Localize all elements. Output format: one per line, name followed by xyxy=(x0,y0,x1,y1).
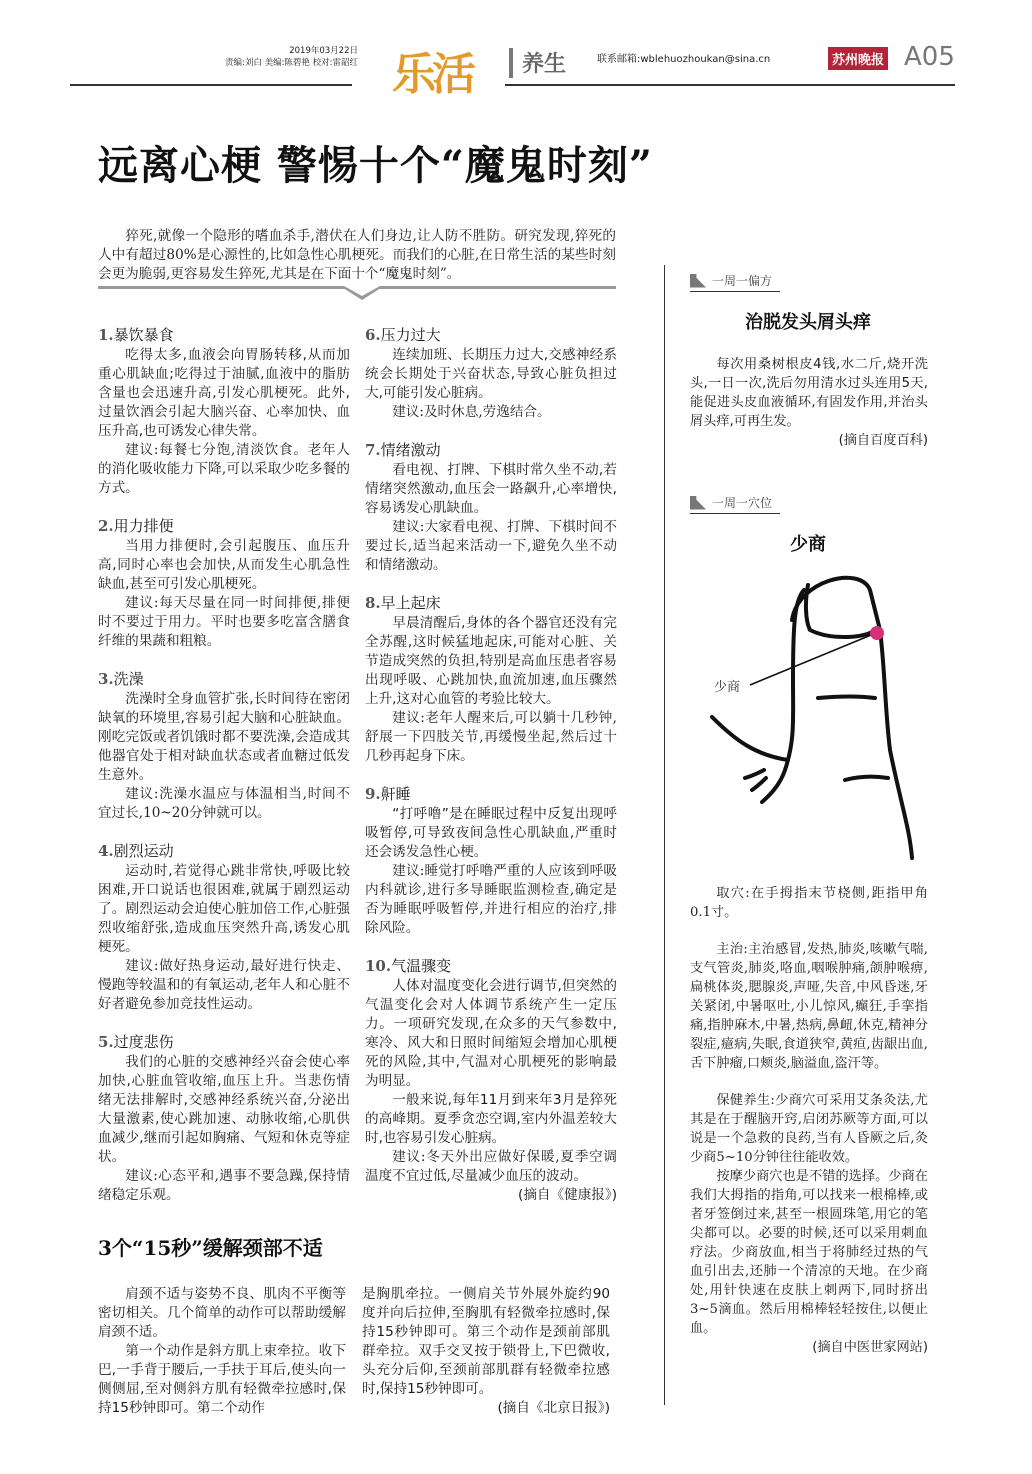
tip-number: 2. xyxy=(98,517,114,535)
paragraph: “打呼噜”是在睡眠过程中反复出现呼吸暂停,可导致夜间急性心肌缺血,严重时还会诱发急性心梗。 xyxy=(365,806,617,860)
tip-section xyxy=(98,840,350,1014)
tip-title: 剧烈运动 xyxy=(113,842,174,860)
divider xyxy=(509,48,513,78)
advice: 建议:每餐七分饱,清淡饮食。老年人的消化吸收能力下降,可以采取少吃多餐的方式。 xyxy=(98,442,350,496)
advice: 建议:每天尽量在同一时间排便,排便时不要过于用力。平时也要多吃富含膳食纤维的果蔬和粗粮。 xyxy=(98,595,350,649)
paragraph: 保健养生:少商穴可采用艾条灸法,尤其是在于醒脑开窍,启闭苏厥等方面,可以说是一个急救的良药,当有人昏厥之后,灸少商5~10分钟往往能收效。 xyxy=(690,1093,928,1165)
credits: 责编:刘白 美编:陈碧艳 校对:雷韶红 xyxy=(225,58,358,68)
paragraph: 第一个动作是斜方肌上束牵拉。收下巴,一手背于腰后,一手扶于耳后,使头向一侧侧屈,至对侧斜方肌有轻微牵拉感时,保持15秒钟即可。第二个动作 xyxy=(98,1343,346,1416)
tip-number: 8. xyxy=(365,594,381,612)
paragraph: 当用力排便时,会引起腹压、血压升高,同时心率也会加快,从而发生心肌急性缺血,甚至可引发心肌梗死。 xyxy=(98,538,350,592)
source: (摘自百度百科) xyxy=(838,433,928,448)
tip-number: 10. xyxy=(365,957,392,975)
paragraph: 洗澡时全身血管扩张,长时间待在密闭缺氧的环境里,容易引起大脑和心脏缺血。刚吃完饭或者饥饿时都不要洗澡,会造成其他器官处于相对缺血状态或者血糖过低发生意外。 xyxy=(98,691,350,783)
source: (摘自《健康报》) xyxy=(518,1187,617,1203)
paragraph: 人体对温度变化会进行调节,但突然的气温变化会对人体调节系统产生一定压力。一项研究发现,在众多的天气参数中,寒冷、风大和日照时间缩短会增加心肌梗死的风险,其中,气温对心肌梗死的影响最为明显。 xyxy=(365,978,617,1089)
acupoint-text xyxy=(690,884,928,1357)
advice: 建议:洗澡水温应与体温相当,时间不宜过长,10~20分钟就可以。 xyxy=(98,786,350,821)
tip-heading xyxy=(98,324,350,346)
tip-number: 6. xyxy=(365,326,381,344)
tip-section xyxy=(365,783,617,938)
arrow-icon xyxy=(690,274,706,288)
column-logo: 乐活 xyxy=(392,49,472,100)
tip-heading xyxy=(98,515,350,537)
tip-number: 4. xyxy=(98,842,114,860)
paragraph: 看电视、打牌、下棋时常久坐不动,若情绪突然激动,血压会一路飙升,心率增快,容易诱发心肌缺血。 xyxy=(365,462,617,516)
neck-col-2 xyxy=(362,1285,610,1418)
left-column xyxy=(98,324,350,1205)
tip-title: 情绪激动 xyxy=(380,441,441,459)
tip-number: 7. xyxy=(365,441,381,459)
tip-heading xyxy=(365,324,617,346)
tip-title: 压力过大 xyxy=(380,326,441,344)
remedy-text xyxy=(690,355,928,450)
acupoint-title: 少商 xyxy=(790,534,826,555)
article-title: 远离心梗 警惕十个“魔鬼时刻” xyxy=(98,142,653,189)
header-rule xyxy=(505,84,955,86)
tip-section xyxy=(98,324,350,498)
tip-section xyxy=(98,668,350,823)
paragraph: 我们的心脏的交感神经兴奋会使心率加快,心脏血管收缩,血压上升。当悲伤情绪无法排解时,交感神经系统兴奋,分泌出大量激素,使心跳加速、动脉收缩,心肌供血减少,继而引起如胸痛、气短和休克等症状。 xyxy=(98,1054,350,1165)
tip-section xyxy=(98,515,350,651)
intro-notch-inner xyxy=(344,286,380,296)
paragraph: 早晨清醒后,身体的各个器官还没有完全苏醒,这时候猛地起床,可能对心脏、关节造成突然的负担,特别是高血压患者容易出现呼吸、心跳加快,血流加速,血压骤然上升,这对心血管的考验比较大。 xyxy=(365,615,617,707)
paragraph: 主治:主治感冒,发热,肺炎,咳嗽气喘,支气管炎,肺炎,咯血,咽喉肿痛,颌肿喉痹,扁桃体炎,腮腺炎,声哑,失音,中风昏迷,牙关紧闭,中暑呕吐,小儿惊风,癫狂,手挛指痛,指肿麻木,中暑,热病,鼻衄,休克,精神分裂症,癔病,失眠,食道狭窄,黄疸,齿龈出血,舌下肿瘤,口颊炎,脑溢血,盗汗等。 xyxy=(690,942,928,1071)
sidebar-divider xyxy=(664,265,665,1405)
tip-title: 鼾睡 xyxy=(380,785,411,803)
advice: 建议:心态平和,遇事不要急躁,保持情绪稳定乐观。 xyxy=(98,1168,350,1203)
tag-label: 一周一偏方 xyxy=(712,274,773,288)
neck-col-1 xyxy=(98,1285,346,1418)
advice: 建议:做好热身运动,最好进行快走、慢跑等较温和的有氧运动,老年人和心脏不好者避免参加竞技性运动。 xyxy=(98,958,350,1012)
source: (摘自中医世家网站) xyxy=(812,1340,928,1355)
tip-heading xyxy=(98,668,350,690)
header-rule xyxy=(70,84,352,86)
advice: 建议:及时休息,劳逸结合。 xyxy=(392,404,551,420)
figure-label: 少商 xyxy=(714,680,741,695)
right-column xyxy=(365,324,617,1205)
tag-label: 一周一穴位 xyxy=(712,496,773,510)
paragraph: 肩颈不适与姿势不良、肌肉不平衡等密切相关。几个简单的动作可以帮助缓解肩颈不适。 xyxy=(98,1286,346,1340)
issue-date: 2019年03月22日 xyxy=(289,46,358,56)
thumb-illustration xyxy=(700,560,920,860)
advice: 建议:睡觉打呼噜严重的人应该到呼吸内科就诊,进行多导睡眠监测检查,确定是否为睡眠呼吸暂停,并进行相应的治疗,排除风险。 xyxy=(365,863,617,936)
remedy-title: 治脱发头屑头痒 xyxy=(745,312,871,333)
tip-title: 过度悲伤 xyxy=(113,1033,174,1051)
tip-section xyxy=(365,439,617,575)
advice: 建议:冬天外出应做好保暖,夏季空调温度不宜过低,尽量减少血压的波动。 xyxy=(365,1149,617,1184)
paragraph: 吃得太多,血液会向胃肠转移,从而加重心肌缺血;吃得过于油腻,血液中的脂肪含量也会迅速升高,引发心肌梗死。此外,过量饮酒会引起大脑兴奋、心率加快、血压升高,也可诱发心律失常。 xyxy=(98,347,350,439)
section-name: 养生 xyxy=(522,52,567,77)
tip-title: 气温骤变 xyxy=(391,957,452,975)
tip-number: 5. xyxy=(98,1033,114,1051)
tip-section xyxy=(365,592,617,766)
arrow-icon xyxy=(690,496,706,510)
tip-section xyxy=(365,955,617,1205)
tip-section xyxy=(98,1031,350,1205)
tip-number: 3. xyxy=(98,670,114,688)
advice: 建议:老年人醒来后,可以躺十几秒钟,舒展一下四肢关节,再缓慢坐起,然后过十几秒再起身下床。 xyxy=(365,710,617,764)
acupoint-tag xyxy=(690,494,780,514)
paragraph: 按摩少商穴也是不错的选择。少商在我们大拇指的指角,可以找来一根棉棒,或者牙签倒过来,甚至一根圆珠笔,用它的笔尖都可以。必要的时候,还可以采用刺血疗法。少商放血,相当于将肺经过热的气血引出去,还肺一个清凉的天地。在少商处,用针快速在皮肤上刺两下,同时挤出3~5滴血。然后用棉棒轻轻按住,以便止血。 xyxy=(690,1169,928,1336)
tip-heading xyxy=(98,1031,350,1053)
paragraph: 取穴:在手拇指末节桡侧,距指甲角0.1寸。 xyxy=(690,886,928,920)
paragraph: 运动时,若觉得心跳非常快,呼吸比较困难,开口说话也很困难,就属于剧烈运动了。剧烈运动会迫使心脏加倍工作,心脏强烈收缩舒张,造成血压突然升高,诱发心肌梗死。 xyxy=(98,863,350,955)
paragraph: 连续加班、长期压力过大,交感神经系统会长期处于兴奋状态,导致心脏负担过大,可能引发心脏病。 xyxy=(365,347,617,401)
tip-section xyxy=(365,324,617,422)
tip-heading xyxy=(365,783,617,805)
tip-heading xyxy=(365,439,617,461)
tip-number: 9. xyxy=(365,785,381,803)
tip-title: 洗澡 xyxy=(113,670,144,688)
page-number: A05 xyxy=(904,42,955,72)
source: (摘自《北京日报》) xyxy=(497,1400,610,1416)
advice: 建议:大家看电视、打牌、下棋时间不要过长,适当起来活动一下,避免久坐不动和情绪激动。 xyxy=(365,519,617,573)
tip-title: 早上起床 xyxy=(380,594,441,612)
newspaper-logo: 苏州晚报 xyxy=(828,47,888,70)
intro: 猝死,就像一个隐形的嗜血杀手,潜伏在人们身边,让人防不胜防。研究发现,猝死的人中有超过80%是心源性的,比如急性心肌梗死。而我们的心脏,在日常生活的某些时刻会更为脆弱,更容易发生猝死,尤其是在下面十个“魔鬼时刻”。 xyxy=(98,228,616,282)
acupoint-marker xyxy=(870,626,884,640)
tip-number: 1. xyxy=(98,326,114,344)
tip-heading xyxy=(365,955,617,977)
paragraph: 是胸肌牵拉。一侧肩关节外展外旋约90度并向后拉伸,至胸肌有轻微牵拉感时,保持15秒钟即可。第三个动作是颈前部肌群牵拉。双手交叉按于锁骨上,下巴微收,头充分后仰,至颈前部肌群有轻微牵拉感时,保持15秒钟即可。 xyxy=(362,1286,610,1397)
remedy-tag xyxy=(690,272,780,292)
paragraph: 一般来说,每年11月到来年3月是猝死的高峰期。夏季贪恋空调,室内外温差较大时,也容易引发心脏病。 xyxy=(365,1092,617,1146)
tip-heading xyxy=(365,592,617,614)
paragraph: 每次用桑树根皮4钱,水二斤,烧开洗头,一日一次,洗后勿用清水过头连用5天,能促进头皮血液循环,有固发作用,并治头屑头痒,可再生发。 xyxy=(690,357,928,429)
tip-title: 暴饮暴食 xyxy=(113,326,174,344)
neck-article-title: 3个“15秒”缓解颈部不适 xyxy=(98,1236,323,1260)
tip-heading xyxy=(98,840,350,862)
tip-title: 用力排便 xyxy=(113,517,174,535)
contact-email[interactable]: 联系邮箱:wblehuozhoukan@sina.cn xyxy=(597,54,771,65)
